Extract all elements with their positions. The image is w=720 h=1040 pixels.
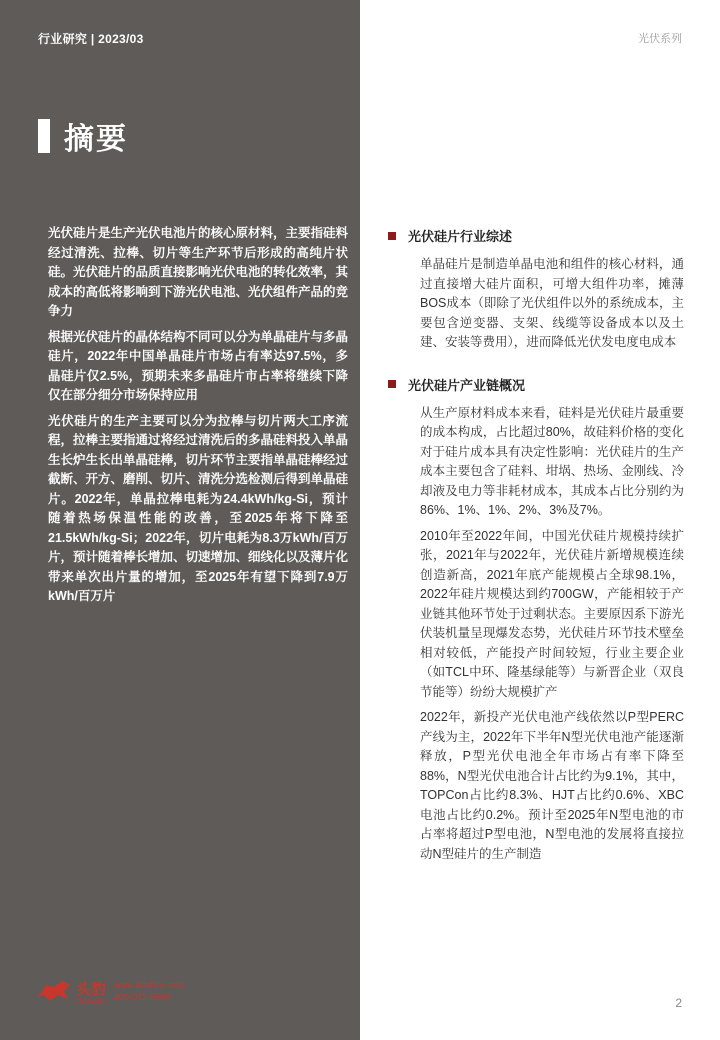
section-heading [388, 226, 684, 245]
section-overview [388, 226, 684, 353]
summary-block [48, 224, 348, 613]
section-paragraph: 单晶硅片是制造单晶电池和组件的核心材料，通过直接增大硅片面积，可增大组件功率，摊薄BOS成本（即除了光伏组件以外的系统成本，主要包含逆变器、支架、线缆等设备成本以及土建、安装等费用），进而降低光伏发电度电成本 [420, 257, 684, 349]
company-logo [36, 974, 236, 1008]
title-bar-icon [38, 119, 50, 153]
summary-paragraph: 光伏硅片是生产光伏电池片的核心原材料，主要指硅料经过清洗、拉棒、切片等生产环节后形成的高纯片状硅。光伏硅片的品质直接影响光伏电池的转化效率，其成本的高低将影响到下游光伏电池、光伏组件产品的竞争力 [48, 226, 349, 318]
leopard-logo-icon [36, 977, 72, 1005]
bullet-square-icon [388, 380, 396, 388]
summary-paragraph: 根据光伏硅片的晶体结构不同可以分为单晶硅片与多晶硅片，2022年中国单晶硅片市场占有率达97.5%，多晶硅片仅2.5%，预期未来多晶硅片市占率将继续下降仅在部分细分市场保持应用 [48, 329, 349, 402]
section-industry-chain [388, 375, 684, 865]
section-paragraph: 从生产原材料成本来看，硅料是光伏硅片最重要的成本构成，占比超过80%，故硅料价格的变化对于硅片成本具有决定性影响：光伏硅片的生产成本主要包含了硅料、坩埚、热场、金刚线、冷却液及电力等非耗材成本，其成本占比分别约为86%、1%、1%、2%、3%及7%。 [420, 405, 684, 517]
section-heading-text: 光伏硅片产业链概况 [408, 377, 526, 393]
right-column [388, 226, 684, 886]
logo-phone: 400-072-5588 [114, 992, 171, 1002]
logo-name-block [72, 978, 106, 1005]
section-heading [388, 375, 684, 394]
series-label: 光伏系列 [638, 33, 682, 45]
bullet-square-icon [388, 232, 396, 240]
section-paragraph: 2010年至2022年间，中国光伏硅片规模持续扩张，2021年与2022年，光伏硅片新增规模连续创造新高，2021年底产能规模占全球98.1%，2022年硅片规模达到约700GW，产能相较于产业链其他环节处于过剩状态。主要原因系下游光伏装机量呈现爆发态势，光伏硅片环节技术壁垒相对较低，产能投产时间较短，行业主要企业（如TCL中环、隆基绿能等）与新晋企业（双良节能等）纷纷大规模扩产 [420, 528, 684, 699]
logo-website: www.leadleo.com [114, 980, 185, 990]
summary-paragraph: 光伏硅片的生产主要可以分为拉棒与切片两大工序流程，拉棒主要指通过将经过清洗后的多晶硅料投入单晶生长炉生长出单晶硅棒，切片环节主要指单晶硅棒经过截断、开方、磨削、切片、清洗分选检测后得到单晶硅片。2022年，单晶拉棒电耗为24.4kWh/kg-Si，预计随着热场保温性能的改善，至2025年将下降至21.5kWh/kg-Si；2022年，切片电耗为8.3万kWh/百万片，预计随着棒长增加、切速增加、细线化以及薄片化带来单次出片量的增加，至2025年有望下降到7.9万kWh/百万片 [48, 413, 349, 603]
report-type-label: 行业研究 | 2023/03 [38, 32, 144, 46]
section-heading-text: 光伏硅片行业综述 [408, 229, 513, 244]
section-paragraph: 2022年，新投产光伏电池产线依然以P型PERC产线为主，2022年下半年N型光伏电池产能逐渐释放，P型光伏电池全年市场占有率下降至88%，N型光伏电池合计占比约为9.1%，其中，TOPCon占比约8.3%、HJT占比约0.6%、XBC电池占比约0.2%。预计至2025年N型电池的市占率将超过P型电池，N型电池的发展将直接拉动N型硅片的生产制造 [420, 710, 684, 861]
logo-name: 头豹 [76, 980, 107, 998]
title-block [38, 118, 128, 154]
page-number: 2 [675, 996, 682, 1010]
page-title: 摘要 [64, 123, 128, 156]
logo-sub: LEADLEO [76, 998, 104, 1005]
logo-contact [114, 979, 184, 1003]
